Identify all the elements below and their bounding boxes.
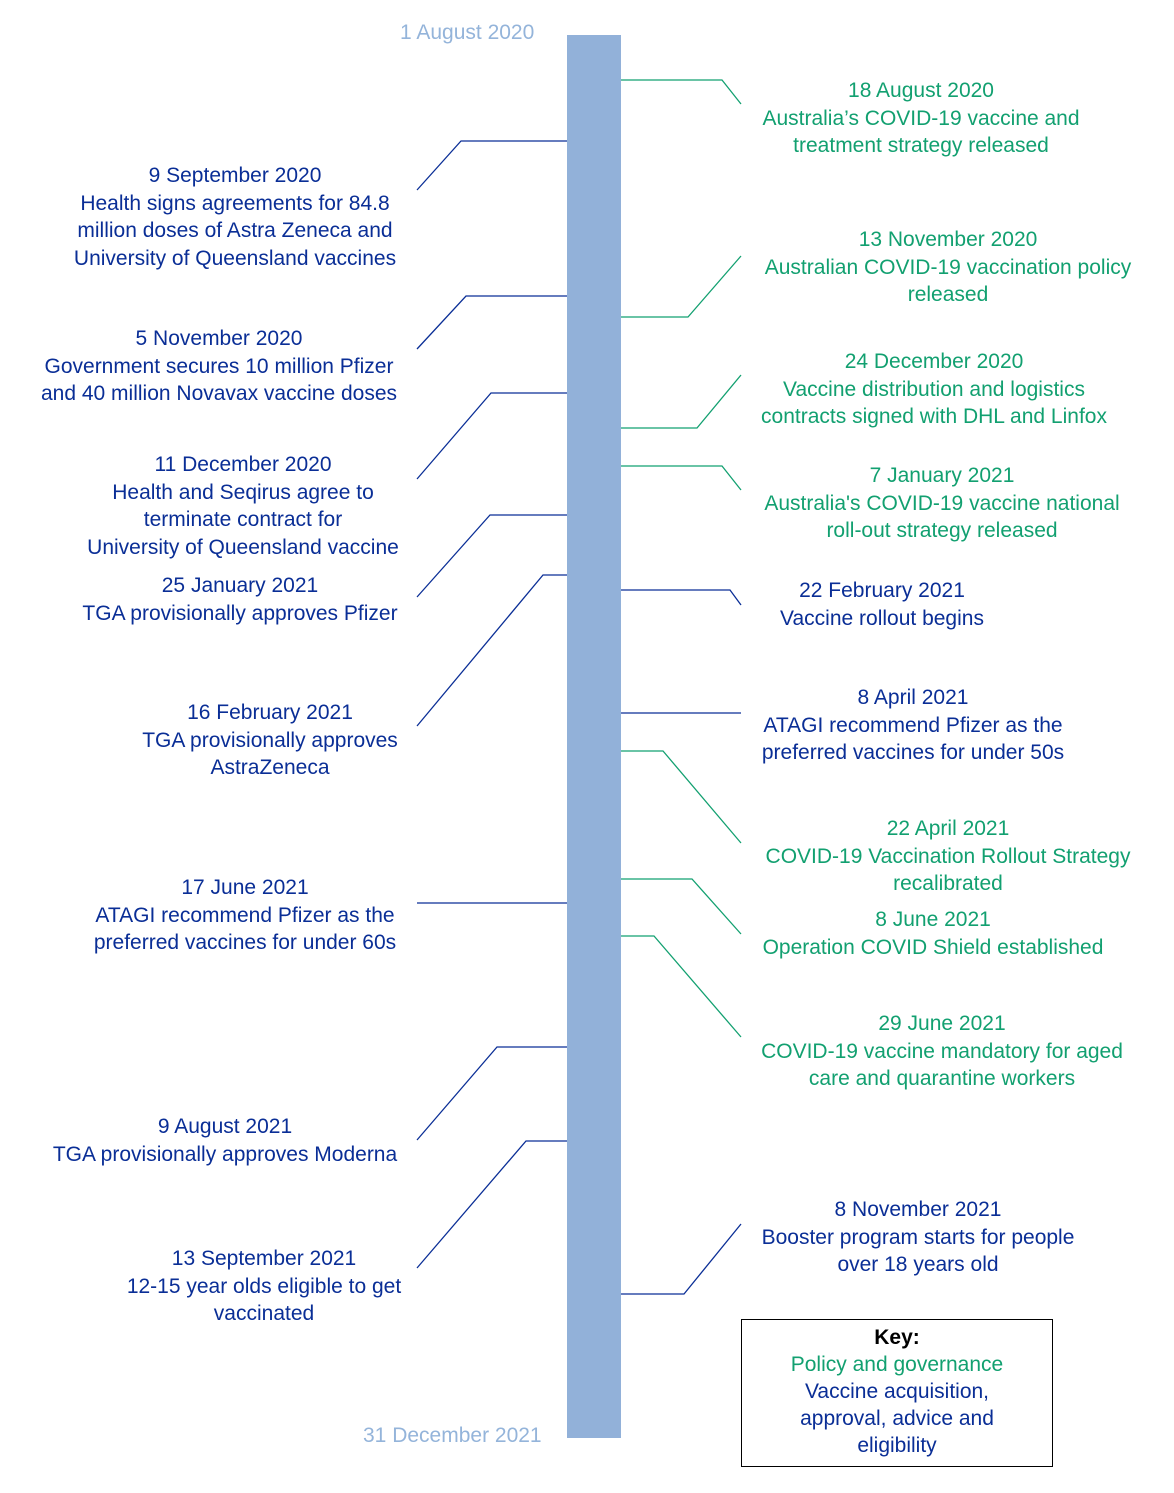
event-description-line: Vaccine distribution and logistics bbox=[783, 377, 1085, 401]
legend-title: Key: bbox=[874, 1326, 920, 1349]
event-date: 5 November 2020 bbox=[135, 327, 303, 350]
event-date: 17 June 2021 bbox=[181, 876, 309, 899]
event-description-line: TGA provisionally approves bbox=[142, 728, 398, 752]
event-description-line: University of Queensland vaccine bbox=[87, 535, 399, 559]
event-description-line: recalibrated bbox=[893, 872, 1003, 895]
event-label-16 bbox=[763, 906, 1104, 961]
event-description-line: released bbox=[907, 283, 989, 306]
event-description-line: Health signs agreements for 84.8 bbox=[80, 191, 390, 215]
event-connector-11 bbox=[621, 375, 741, 428]
event-label-6 bbox=[94, 874, 396, 957]
event-label-12 bbox=[764, 462, 1119, 545]
event-date: 9 August 2021 bbox=[157, 1115, 293, 1138]
event-description-line: million doses of Astra Zeneca and bbox=[77, 219, 393, 242]
event-label-13 bbox=[780, 577, 984, 632]
event-description-line: COVID-19 Vaccination Rollout Strategy bbox=[765, 844, 1131, 868]
event-date: 25 January 2021 bbox=[161, 574, 319, 597]
event-description-line: roll-out strategy released bbox=[826, 519, 1058, 542]
legend-acquisition-line-1: Vaccine acquisition, bbox=[804, 1380, 990, 1403]
event-date: 8 April 2021 bbox=[857, 686, 969, 709]
event-date: 22 April 2021 bbox=[886, 817, 1010, 840]
event-date: 7 January 2021 bbox=[869, 464, 1015, 487]
timeline-end-label: 31 December 2021 bbox=[363, 1424, 542, 1447]
event-connector-7 bbox=[417, 1047, 567, 1140]
event-description-line: 12-15 year olds eligible to get bbox=[126, 1274, 402, 1298]
event-label-10 bbox=[765, 226, 1132, 309]
event-connector-10 bbox=[621, 256, 741, 317]
legend-acquisition-line-2: approval, advice and bbox=[800, 1407, 994, 1430]
event-description-line: vaccinated bbox=[213, 1302, 315, 1325]
event-description-line: TGA provisionally approves Pfizer bbox=[82, 601, 398, 625]
event-date: 13 November 2020 bbox=[858, 228, 1038, 251]
timeline-start-label: 1 August 2020 bbox=[400, 21, 535, 44]
event-label-15 bbox=[766, 815, 1131, 898]
event-description-line: care and quarantine workers bbox=[808, 1067, 1076, 1090]
event-date: 13 September 2021 bbox=[171, 1247, 357, 1270]
event-date: 11 December 2020 bbox=[154, 453, 332, 476]
event-label-4 bbox=[82, 572, 397, 627]
event-description-line: Government secures 10 million Pfizer bbox=[44, 354, 394, 378]
event-connector-18 bbox=[621, 1224, 741, 1294]
event-connector-8 bbox=[417, 1141, 567, 1268]
event-description-line: contracts signed with DHL and Linfox bbox=[761, 405, 1107, 428]
event-connector-12 bbox=[621, 466, 741, 490]
event-connector-9 bbox=[621, 80, 741, 104]
timeline-bar bbox=[567, 35, 621, 1438]
event-date: 22 February 2021 bbox=[799, 579, 965, 602]
event-description-line: preferred vaccines for under 50s bbox=[761, 741, 1065, 764]
event-description-line: ATAGI recommend Pfizer as the bbox=[95, 903, 395, 927]
event-date: 18 August 2020 bbox=[848, 79, 994, 102]
event-description-line: COVID-19 vaccine mandatory for aged bbox=[761, 1039, 1123, 1063]
event-description-line: Booster program starts for people bbox=[761, 1225, 1075, 1249]
legend-acquisition-line-3: eligibility bbox=[857, 1434, 937, 1457]
event-label-9 bbox=[762, 77, 1079, 160]
event-description-line: terminate contract for bbox=[143, 508, 343, 531]
event-description-line: Health and Seqirus agree to bbox=[112, 480, 374, 504]
event-connector-3 bbox=[417, 393, 567, 479]
event-connector-5 bbox=[417, 575, 567, 726]
event-description-line: over 18 years old bbox=[837, 1253, 999, 1276]
event-label-8 bbox=[127, 1245, 401, 1328]
event-description-line: TGA provisionally approves Moderna bbox=[52, 1142, 398, 1166]
event-label-17 bbox=[761, 1010, 1123, 1093]
event-date: 8 November 2021 bbox=[834, 1198, 1002, 1221]
event-date: 24 December 2020 bbox=[844, 350, 1024, 373]
legend-policy-label: Policy and governance bbox=[790, 1353, 1004, 1376]
event-description-line: Operation COVID Shield established bbox=[762, 935, 1104, 959]
event-label-1 bbox=[74, 162, 396, 272]
legend-key bbox=[741, 1319, 1053, 1467]
event-connector-15 bbox=[621, 751, 741, 843]
event-description-line: Vaccine rollout begins bbox=[780, 606, 984, 630]
event-label-7 bbox=[53, 1113, 397, 1168]
event-date: 16 February 2021 bbox=[187, 701, 353, 724]
event-date: 8 June 2021 bbox=[875, 908, 991, 931]
event-connector-1 bbox=[417, 141, 567, 190]
event-connector-16 bbox=[621, 879, 741, 934]
event-date: 29 June 2021 bbox=[878, 1012, 1006, 1035]
event-date: 9 September 2020 bbox=[148, 164, 322, 187]
event-description-line: Australia’s COVID-19 vaccine and bbox=[762, 106, 1080, 130]
event-label-3 bbox=[87, 451, 399, 561]
event-description-line: treatment strategy released bbox=[793, 134, 1049, 157]
event-connector-4 bbox=[417, 515, 567, 597]
event-description-line: and 40 million Novavax vaccine doses bbox=[40, 382, 398, 405]
event-connector-13 bbox=[621, 590, 741, 605]
event-label-18 bbox=[762, 1196, 1075, 1279]
event-description-line: Australia's COVID-19 vaccine national bbox=[764, 491, 1120, 515]
event-connector-17 bbox=[621, 936, 741, 1037]
event-label-5 bbox=[142, 699, 398, 782]
event-description-line: preferred vaccines for under 60s bbox=[93, 931, 397, 954]
event-label-14 bbox=[762, 684, 1064, 767]
event-label-2 bbox=[41, 325, 397, 408]
event-description-line: AstraZeneca bbox=[210, 756, 330, 779]
event-description-line: ATAGI recommend Pfizer as the bbox=[763, 713, 1063, 737]
event-label-11 bbox=[761, 348, 1107, 431]
event-description-line: University of Queensland vaccines bbox=[73, 246, 397, 270]
event-description-line: Australian COVID-19 vaccination policy bbox=[764, 255, 1132, 279]
event-connector-2 bbox=[417, 296, 567, 349]
